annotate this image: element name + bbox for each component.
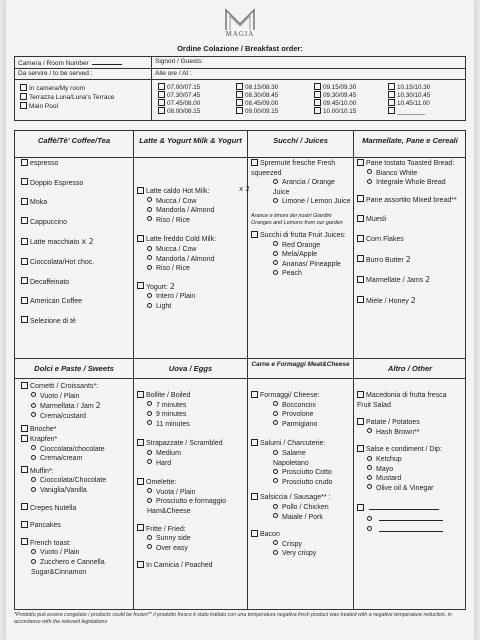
boiled-item[interactable]: Bollite / Boiled bbox=[137, 391, 247, 401]
time-label: Alle ore / At : bbox=[152, 69, 466, 80]
french-toast-item[interactable]: French toast: bbox=[21, 539, 133, 549]
juice-option[interactable]: Red Orange bbox=[251, 241, 353, 251]
muesli-item[interactable]: Muesli bbox=[357, 215, 465, 225]
milk-option[interactable]: Mucca / Cow bbox=[137, 197, 247, 207]
sweet-option[interactable]: Vaniglia/Vanilla bbox=[21, 486, 133, 496]
toasted-bread[interactable]: Pane tostato Toasted Bread: bbox=[357, 159, 465, 169]
coffee-list bbox=[21, 159, 131, 326]
checkbox[interactable] bbox=[20, 84, 27, 91]
sweet-option[interactable]: Crema/cream bbox=[21, 454, 133, 464]
serve-label: Da servire / to be served : bbox=[15, 69, 152, 80]
guests-field[interactable]: Signori / Guests: bbox=[152, 57, 466, 69]
milk-option[interactable]: Mandorla / Almond bbox=[137, 255, 247, 265]
coffee-item[interactable]: American Coffee bbox=[21, 297, 131, 307]
coffee-item-checked[interactable]: Latte macchiato x 2 bbox=[21, 237, 131, 248]
time-slot[interactable]: 07.45/08.00 bbox=[158, 100, 200, 108]
croissant-item[interactable]: Cornetti / Croissants*: bbox=[21, 382, 133, 392]
bread-list bbox=[357, 159, 465, 306]
sweet-option[interactable]: Crema/custard bbox=[21, 412, 133, 422]
other-heading: Altro / Other bbox=[387, 364, 433, 373]
coffee-item[interactable]: Decaffeinato bbox=[21, 278, 131, 288]
milk-option[interactable]: Mandorla / Almond bbox=[137, 206, 247, 216]
sauce-option[interactable]: Ketchup bbox=[357, 455, 465, 465]
serve-option-pool[interactable]: Main Pool bbox=[20, 102, 114, 111]
camera-field[interactable]: Camera / Room Number bbox=[15, 57, 152, 69]
sweet-option[interactable]: Vuoto / Plain bbox=[21, 392, 133, 402]
hash-brown-option[interactable]: Hash Brown** bbox=[357, 428, 465, 438]
meat-option[interactable]: Very crispy bbox=[251, 549, 353, 559]
time-slot[interactable]: 08.00/08.15 bbox=[158, 108, 200, 116]
serve-options bbox=[20, 84, 114, 111]
milk-heading: Latte & Yogurt Milk & Yogurt bbox=[139, 136, 242, 145]
cheese-item[interactable]: Formaggi/ Cheese: bbox=[251, 391, 353, 401]
time-slot[interactable]: 09.30/09.45 bbox=[314, 92, 356, 100]
coffee-item[interactable]: Cioccolata/Hot choc. bbox=[21, 258, 131, 268]
milk-list bbox=[137, 187, 247, 312]
eggs-heading: Uova / Eggs bbox=[168, 364, 213, 373]
time-column bbox=[236, 84, 278, 116]
meat-option[interactable]: Crispy bbox=[251, 540, 353, 550]
custom-line[interactable] bbox=[357, 525, 465, 536]
yogurt-option[interactable]: Intero / Plain bbox=[137, 292, 247, 302]
time-slot[interactable]: 10.00/10.15 bbox=[314, 108, 356, 116]
sauce-option[interactable]: Mustard bbox=[357, 474, 465, 484]
time-slot[interactable]: 10.45/11.00 bbox=[388, 100, 430, 108]
egg-option[interactable]: Sunny side bbox=[137, 534, 247, 544]
egg-option[interactable]: 7 minutes bbox=[137, 401, 247, 411]
menu-grid bbox=[14, 130, 466, 610]
checkbox[interactable] bbox=[20, 93, 27, 100]
juice-option[interactable]: Mela/Apple bbox=[251, 250, 353, 260]
sweet-option[interactable]: Marmellata / Jam 2 bbox=[21, 401, 133, 412]
juice-option[interactable]: Arancia / Orange Juice bbox=[273, 179, 335, 196]
juice-quantity-note: x 2 bbox=[239, 185, 250, 193]
serve-option-room[interactable]: In camera/My room bbox=[20, 84, 114, 93]
sauce-option[interactable]: Olive oil & Vinegar bbox=[357, 484, 465, 494]
fruit-juice[interactable]: Succhi di frutta Fruit Juices: bbox=[251, 231, 353, 241]
meat-option[interactable]: Bocconcini bbox=[251, 401, 353, 411]
time-slot[interactable]: 07.30/07.45 bbox=[158, 92, 200, 100]
poached-item[interactable]: In Camicia / Poached bbox=[137, 561, 247, 571]
time-slot[interactable]: ________ bbox=[388, 108, 430, 116]
brioche-item[interactable]: Brioche* bbox=[21, 425, 133, 435]
egg-option[interactable]: 11 minutes bbox=[137, 420, 247, 430]
egg-option[interactable]: Prosciutto e formaggio Ham&Cheese bbox=[147, 498, 227, 515]
bread-option[interactable]: Bianco White bbox=[357, 169, 465, 179]
yogurt-item[interactable]: Yogurt: 2 bbox=[137, 282, 247, 293]
time-slot[interactable]: 10.15/10.30 bbox=[388, 84, 430, 92]
sweet-option[interactable]: Vuoto / Plain bbox=[21, 548, 133, 558]
coffee-item[interactable]: Selezione di tè bbox=[21, 317, 131, 327]
yogurt-option[interactable]: Light bbox=[137, 302, 247, 312]
milk-option[interactable]: Riso / Rice bbox=[137, 216, 247, 226]
time-slot[interactable]: 09.15/09.30 bbox=[314, 84, 356, 92]
custom-item[interactable] bbox=[357, 503, 465, 514]
potatoes-item[interactable]: Patate / Potatoes bbox=[357, 418, 465, 428]
sweet-option[interactable]: Zucchero e Cannella Sugar&Cinnamon bbox=[31, 558, 105, 576]
milk-option[interactable]: Mucca / Cow bbox=[137, 245, 247, 255]
coffee-heading: Caffè/Tè' Coffee/Tea bbox=[37, 136, 111, 145]
sweets-heading: Dolci e Paste / Sweets bbox=[34, 364, 114, 373]
sauces-item[interactable]: Salse e condiment / Dip: bbox=[357, 445, 465, 455]
other-list bbox=[357, 391, 465, 535]
sweet-option[interactable]: Cioccolata/chocolate bbox=[21, 445, 133, 455]
fried-item[interactable]: Fritte / Fried: bbox=[137, 525, 247, 535]
time-column bbox=[388, 84, 430, 116]
meat-heading: Carne e Formaggi Meat&Cheese bbox=[251, 361, 350, 368]
meat-option[interactable]: Salame Napoletano bbox=[273, 449, 309, 467]
coffee-item[interactable]: Cappuccino bbox=[21, 218, 131, 228]
krapfen-item[interactable]: Krapfen* bbox=[21, 435, 133, 445]
coffee-item[interactable]: espresso bbox=[21, 159, 131, 169]
eggs-list bbox=[137, 391, 247, 571]
scrambled-item[interactable]: Strapazzate / Scrambled bbox=[137, 439, 247, 449]
custom-line[interactable] bbox=[357, 514, 465, 525]
juice-list bbox=[251, 159, 353, 279]
jams-item[interactable]: Marmellate / Jams 2 bbox=[357, 275, 465, 286]
serve-option-terrace[interactable]: Terrazza Luna/Luna's Terrace bbox=[20, 93, 114, 102]
garden-note: Arance e limoni dei nostri Giardini Oranges and Lemons from our garden bbox=[251, 212, 343, 226]
omelette-item[interactable]: Omelette: bbox=[137, 478, 247, 488]
mixed-bread[interactable]: Pane assortito Mixed bread** bbox=[357, 196, 465, 206]
bacon-item[interactable]: Bacon bbox=[251, 530, 353, 540]
coffee-item[interactable]: Moka bbox=[21, 198, 131, 208]
time-slot[interactable]: 07.00/07.15 bbox=[158, 84, 200, 92]
time-slot[interactable]: 09.00/09.15 bbox=[236, 108, 278, 116]
bread-option[interactable]: Integrale Whole Bread bbox=[357, 178, 465, 188]
time-slot[interactable]: 08.30/08.45 bbox=[236, 92, 278, 100]
sweets-list bbox=[21, 382, 133, 577]
bread-heading: Marmellate, Pane e Cereali bbox=[362, 136, 458, 145]
sauce-option[interactable]: Mayo bbox=[357, 465, 465, 475]
salumi-item[interactable]: Salumi / Charcuterie: bbox=[251, 439, 353, 449]
sweet-option[interactable]: Cioccolata/Chocolate bbox=[21, 476, 133, 486]
egg-option[interactable]: Vuota / Plain bbox=[137, 488, 247, 498]
honey-item[interactable]: Miele / Honey 2 bbox=[357, 296, 465, 307]
meat-option[interactable]: Pollo / Chicken bbox=[251, 503, 353, 513]
cold-milk[interactable]: Latte freddo Cold Milk: bbox=[137, 235, 247, 245]
juice-option[interactable]: Limone / Lemon Juice bbox=[251, 197, 353, 207]
time-column bbox=[314, 84, 356, 116]
muffin-item[interactable]: Muffin*: bbox=[21, 467, 133, 477]
coffee-item[interactable]: Doppio Espresso bbox=[21, 179, 131, 189]
egg-option[interactable]: Medium bbox=[137, 449, 247, 459]
footer-note: *Prodotto può essere congelato / products could be frozen** il prodotto fresco è stato trattato con una temperatura negativa fresh product was treated with a negative temperature reduction, in accordance with the relevant legislations bbox=[14, 612, 452, 625]
milk-option[interactable]: Riso / Rice bbox=[137, 264, 247, 274]
sausage-item[interactable]: Salsiccia / Sausage** : bbox=[251, 493, 353, 503]
juice-heading: Succhi / Juices bbox=[273, 136, 328, 145]
checkbox[interactable] bbox=[20, 102, 27, 109]
fresh-juice[interactable]: Spremute fresche Fresh squeezed bbox=[251, 160, 336, 177]
pancakes-item[interactable]: Pancakes bbox=[21, 521, 133, 531]
fruit-salad-item[interactable]: Macedonia di frutta fresca Fruit Salad bbox=[357, 392, 447, 409]
meat-option[interactable]: Prosciutto Cotto bbox=[251, 468, 353, 478]
time-column bbox=[158, 84, 200, 116]
form-title: Ordine Colazione / Breakfast order: bbox=[177, 44, 303, 53]
egg-option[interactable]: 9 minutes bbox=[137, 410, 247, 420]
time-slot[interactable]: 08.45/09.00 bbox=[236, 100, 278, 108]
butter-item[interactable]: Burro Butter 2 bbox=[357, 255, 465, 266]
brand-name: MAGIA bbox=[225, 30, 255, 38]
juice-option[interactable]: Ananas/ Pineapple bbox=[251, 260, 353, 270]
corn-flakes-item[interactable]: Corn Flakes bbox=[357, 235, 465, 245]
order-form-paper bbox=[6, 0, 474, 640]
meat-option[interactable]: Prosciutto crudo bbox=[251, 478, 353, 488]
egg-option[interactable]: Over easy bbox=[137, 544, 247, 554]
hot-milk[interactable]: Latte caldo Hot Milk: bbox=[137, 187, 247, 197]
meat-option[interactable]: Provolone bbox=[251, 410, 353, 420]
time-slot[interactable]: 08.15/08.30 bbox=[236, 84, 278, 92]
meat-option[interactable]: Parmigiano bbox=[251, 420, 353, 430]
crepes-item[interactable]: Crepes Nutella bbox=[21, 504, 133, 514]
meat-list bbox=[251, 391, 353, 559]
time-slot[interactable]: 09.45/10.00 bbox=[314, 100, 356, 108]
time-slot[interactable]: 10.30/10.45 bbox=[388, 92, 430, 100]
egg-option[interactable]: Hard bbox=[137, 459, 247, 469]
meat-option[interactable]: Maiale / Pork bbox=[251, 513, 353, 523]
juice-option[interactable]: Peach bbox=[251, 269, 353, 279]
magia-logo-icon bbox=[220, 4, 260, 44]
